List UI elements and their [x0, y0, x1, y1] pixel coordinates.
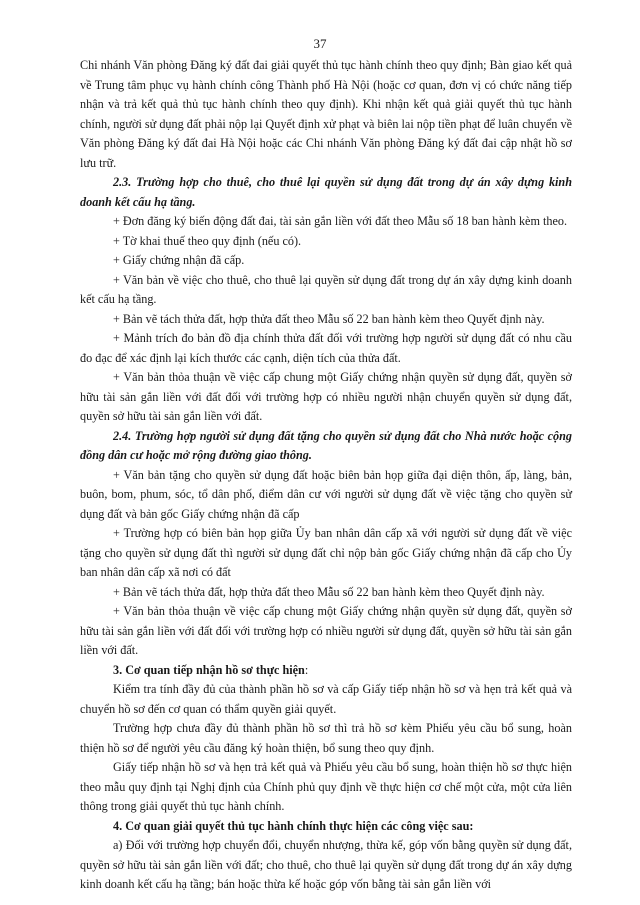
section-heading	[80, 817, 572, 837]
section-heading: 2.3. Trường hợp cho thuê, cho thuê lại quyền sử dụng đất trong dự án xây dựng kinh doanh kết cấu hạ tầng.	[80, 175, 572, 209]
section-heading-suffix: :	[304, 662, 309, 677]
section-heading: 2.4. Trường hợp người sử dụng đất tặng cho quyền sử dụng đất cho Nhà nước hoặc cộng đồng dân cư hoặc mở rộng đường giao thông.	[80, 428, 572, 462]
paragraph: + Văn bản thỏa thuận về việc cấp chung một Giấy chứng nhận quyền sử dụng đất, quyền sở hữu tài sản gắn liền với đất đối với trường hợp có nhiều người nhận chuyển quyền sử dụng đất, quyền sở hữu tài sản gắn liền với đất.	[80, 370, 572, 423]
section-heading-text: 4. Cơ quan giải quyết thủ tục hành chính thực hiện các công việc sau:	[113, 818, 474, 833]
paragraph: + Đơn đăng ký biến động đất đai, tài sản gắn liền với đất theo Mẫu số 18 ban hành kèm theo.	[113, 214, 568, 228]
paragraph: a) Đối với trường hợp chuyển đổi, chuyển nhượng, thừa kế, góp vốn bằng quyền sử dụng đất, quyền sở hữu tài sản gắn liền với đất; cho thuê, cho thuê lại quyền sử dụng đất trong dự án xây dựng kinh doanh kết cấu hạ tầng; bán hoặc thừa kế hoặc góp vốn bằng tài sản gắn liền với	[80, 838, 572, 891]
paragraph: + Văn bản tặng cho quyền sử dụng đất hoặc biên bản họp giữa đại diện thôn, ấp, làng, bản, buôn, bom, phum, sóc, tổ dân phố, điểm dân cư với người sử dụng đất về việc tặng cho quyền sử dụng đất và bản gốc Giấy chứng nhận đã cấp	[80, 467, 572, 521]
paragraph: + Văn bản về việc cho thuê, cho thuê lại quyền sử dụng đất trong dự án xây dựng kinh doanh kết cấu hạ tầng.	[80, 272, 572, 306]
paragraph: + Bản vẽ tách thửa đất, hợp thửa đất theo Mẫu số 22 ban hành kèm theo Quyết định này.	[113, 584, 545, 599]
document-body	[80, 56, 572, 895]
paragraph: Kiểm tra tính đầy đủ của thành phần hồ sơ và cấp Giấy tiếp nhận hồ sơ và hẹn trả kết quả và chuyển hồ sơ đến cơ quan có thẩm quyền giải quyết.	[80, 682, 572, 716]
page-number: 37	[313, 36, 327, 51]
paragraph: Trường hợp chưa đầy đủ thành phần hồ sơ thì trả hồ sơ kèm Phiếu yêu cầu bổ sung, hoàn thiện hồ sơ để người yêu cầu đăng ký hoàn thiện, bổ sung theo quy định.	[80, 721, 572, 755]
paragraph: Giấy tiếp nhận hồ sơ và hẹn trả kết quả và Phiếu yêu cầu bổ sung, hoàn thiện hồ sơ thực hiện theo mẫu quy định tại Nghị định của Chính phủ quy định về thực hiện cơ chế một cửa, một cửa liên thông trong giải quyết thủ tục hành chính.	[80, 760, 572, 813]
paragraph: + Trường hợp có biên bản họp giữa Ủy ban nhân dân cấp xã với người sử dụng đất về việc tặng cho quyền sử dụng đất thì người sử dụng đất chỉ nộp bản gốc Giấy chứng nhận đã cấp cho Ủy ban nhân dân cấp xã nơi có đất	[80, 526, 572, 579]
paragraph: + Bản vẽ tách thửa đất, hợp thửa đất theo Mẫu số 22 ban hành kèm theo Quyết định này.	[113, 311, 545, 326]
paragraph: + Giấy chứng nhận đã cấp.	[113, 253, 245, 267]
paragraph: + Mảnh trích đo bản đồ địa chính thửa đất đối với trường hợp người sử dụng đất có nhu cầu đo đạc để xác định lại kích thước các cạnh, diện tích của thửa đất.	[80, 331, 572, 365]
section-heading-text: 3. Cơ quan tiếp nhận hồ sơ thực hiện	[113, 662, 305, 677]
paragraph: + Tờ khai thuế theo quy định (nếu có).	[113, 233, 302, 248]
paragraph: Chi nhánh Văn phòng Đăng ký đất đai giải quyết thủ tục hành chính theo quy định; Bàn giao kết quả về Trung tâm phục vụ hành chính công Thành phố Hà Nội (hoặc cơ quan, đơn vị có chức năng tiếp nhận và trả kết quả thủ tục hành chính theo quy định). Khi nhận kết quả giải quyết thủ tục hành chính, người sử dụng đất phải nộp lại Quyết định xử phạt và biên lai nộp tiền phạt để luân chuyển về Văn phòng Đăng ký đất đai Hà Nội hoặc các Chi nhánh Văn phòng Đăng ký đất đai cập nhật hồ sơ lưu trữ.	[80, 58, 572, 170]
paragraph: + Văn bản thỏa thuận về việc cấp chung một Giấy chứng nhận quyền sử dụng đất, quyền sở hữu tài sản gắn liền với đất đối với trường hợp có nhiều người sử dụng đất, quyền sở hữu tài sản gắn liền với đất.	[80, 604, 572, 657]
section-heading	[80, 661, 572, 681]
